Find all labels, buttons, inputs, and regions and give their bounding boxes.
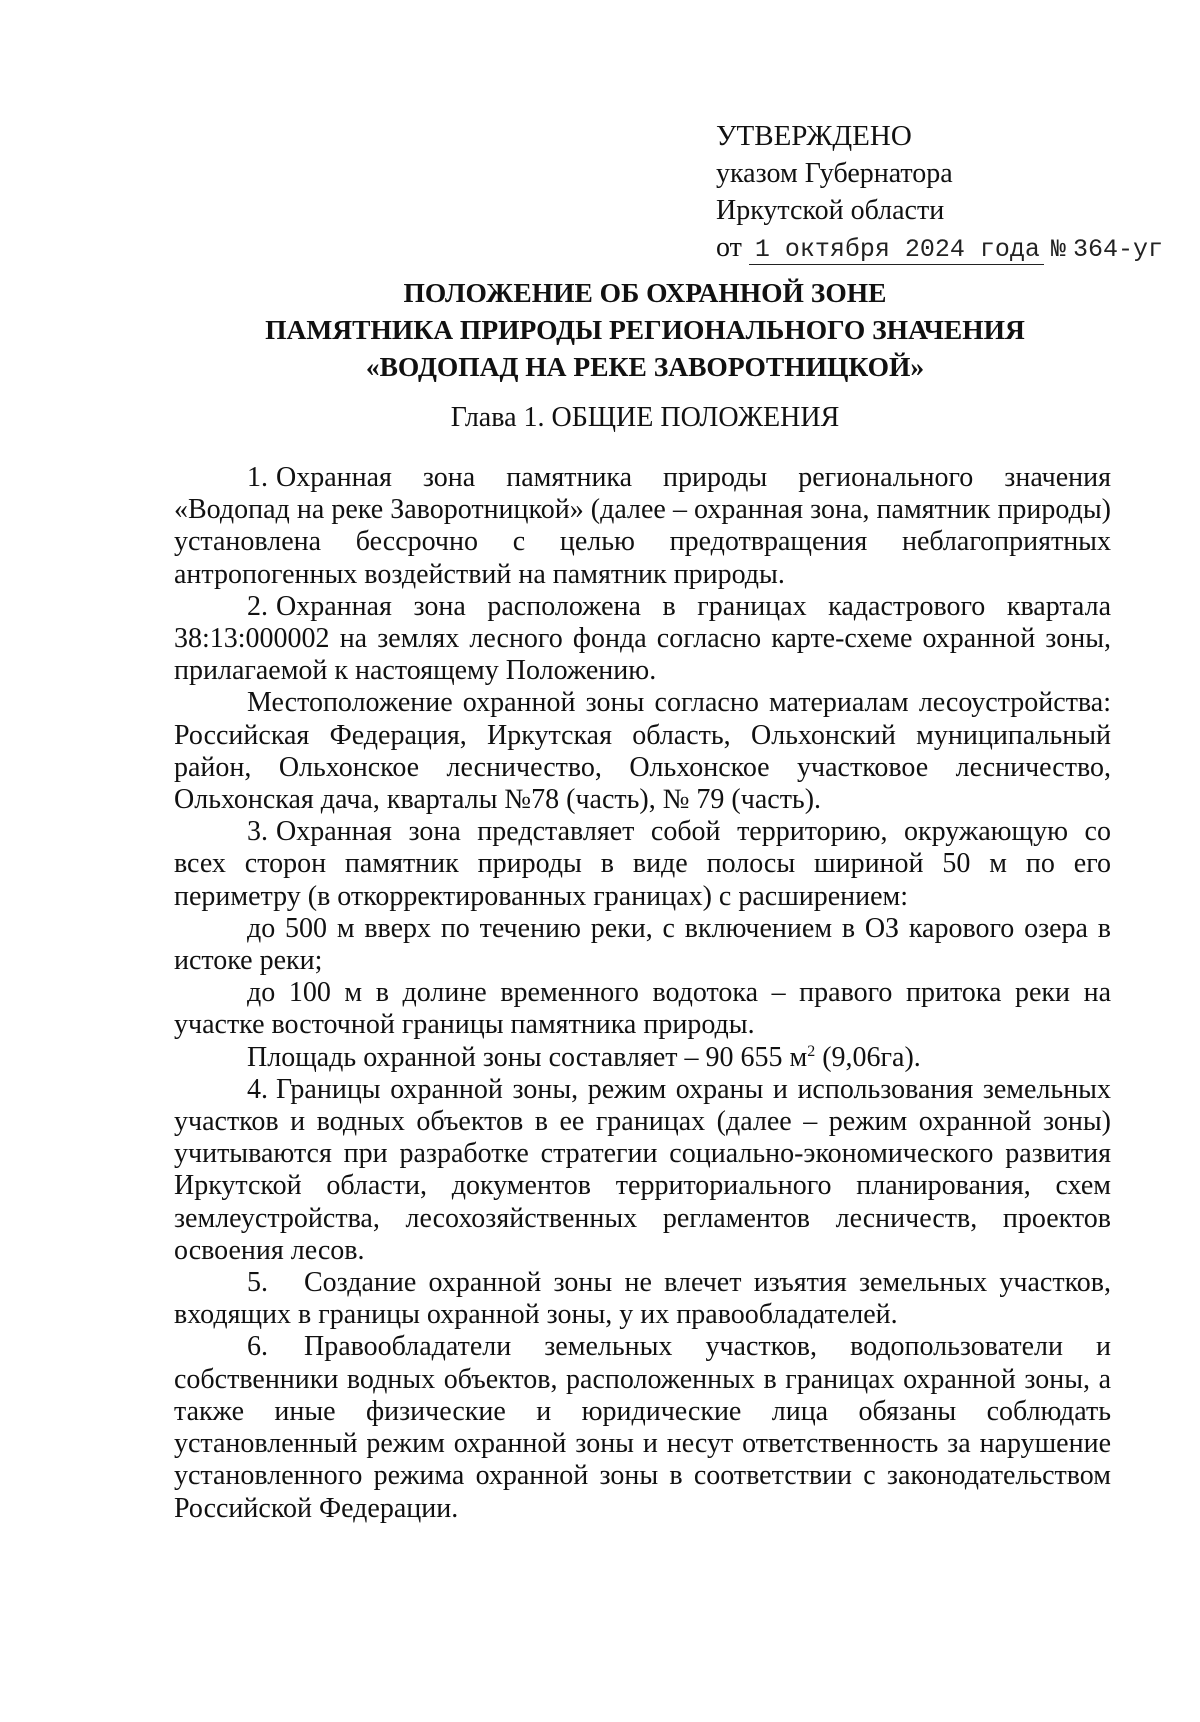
- area-tail: (9,06га).: [815, 1041, 921, 1073]
- paragraph-number: 4.: [247, 1073, 268, 1105]
- paragraph-3-extension-a: до 500 м вверх по течению реки, с включением в ОЗ карового озера в истоке реки;: [174, 912, 1111, 977]
- paragraph-number: 2.: [247, 590, 268, 622]
- decree-date-line: [716, 229, 1163, 268]
- paragraph-text: Границы охранной зоны, режим охраны и использования земельных участков и водных объектов в ее границах (далее – режим охранной зоны) учитываются при разработке стратегии социально-экономического развития Иркутской области, документов территориального планирования, схем землеустройства, лесохозяйственных регламентов лесничеств, проектов освоения лесов.: [174, 1073, 1111, 1266]
- paragraph-5: [174, 1267, 1111, 1331]
- number-sign: №: [1050, 235, 1066, 264]
- chapter-heading: Глава 1. ОБЩИЕ ПОЛОЖЕНИЯ: [450, 402, 840, 433]
- paragraph-3-area: [174, 1042, 1111, 1074]
- paragraph-number: 1.: [247, 462, 268, 493]
- document-title: [170, 274, 1120, 385]
- paragraph-2-location: Местоположение охранной зоны согласно материалам лесоустройства: Российская Федерация, Иркутская область, Ольхонский муниципальный район, Ольхонское лесничество, Ольхонское участковое лесничество, Ольхонская дача, кварталы №78 (часть), № 79 (часть).: [174, 687, 1111, 816]
- paragraph-6: [174, 1331, 1111, 1524]
- paragraph-text: Создание охранной зоны не влечет изъятия земельных участков, входящих в границы охранной зоны, у их правообладателей.: [174, 1267, 1111, 1331]
- paragraph-3-extension-b: до 100 м в долине временного водотока – правого притока реки на участке восточной границы памятника природы.: [174, 977, 1111, 1041]
- area-superscript: 2: [807, 1042, 816, 1060]
- approval-line-decree: указом Губернатора: [716, 158, 953, 189]
- paragraph-text: Охранная зона памятника природы регионального значения «Водопад на реке Заворотницкой» (далее – охранная зона, памятник природы) установлена бессрочно с целью предотвращения неблагоприятных антропогенных воздействий на памятник природы.: [174, 462, 1111, 590]
- title-line-3: «ВОДОПАД НА РЕКЕ ЗАВОРОТНИЦКОЙ»: [365, 351, 925, 382]
- approval-block: [716, 118, 1163, 268]
- area-text: Площадь охранной зоны составляет – 90 655 м: [247, 1041, 808, 1073]
- paragraph-text: Охранная зона представляет собой территорию, окружающую со всех сторон памятник природы в виде полосы шириной 50 м по его периметру (в откорректированных границах) с расширением:: [174, 816, 1111, 912]
- paragraph-1: [174, 462, 1111, 591]
- paragraph-2: [174, 591, 1111, 688]
- paragraph-number: 3.: [247, 816, 268, 848]
- approval-line-region: Иркутской области: [716, 195, 945, 226]
- paragraph-number: 5.: [247, 1267, 268, 1299]
- paragraph-text: Охранная зона расположена в границах кадастрового квартала 38:13:000002 на землях лесного фонда согласно карте-схеме охранной зоны, прилагаемой к настоящему Положению.: [174, 590, 1111, 687]
- paragraph-text: Правообладатели земельных участков, водопользователи и собственники водных объектов, расположенных в границах охранной зоны, а также иные физические и юридические лица обязаны соблюдать установленный режим охранной зоны и несут ответственность за нарушение установленного режима охранной зоны в соответствии с законодательством Российской Федерации.: [174, 1331, 1111, 1524]
- document-body: [174, 462, 1111, 1525]
- decree-date: 1 октября 2024 года: [749, 236, 1044, 265]
- paragraph-number: 6.: [247, 1331, 268, 1363]
- paragraph-3: [174, 816, 1111, 913]
- title-line-2: ПАМЯТНИКА ПРИРОДЫ РЕГИОНАЛЬНОГО ЗНАЧЕНИЯ: [265, 314, 1025, 345]
- title-line-1: ПОЛОЖЕНИЕ ОБ ОХРАННОЙ ЗОНЕ: [403, 277, 887, 308]
- approval-heading: УТВЕРЖДЕНО: [716, 120, 912, 152]
- paragraph-4: [174, 1074, 1111, 1267]
- date-prefix: от: [716, 232, 742, 263]
- decree-number: 364-уг: [1072, 235, 1163, 264]
